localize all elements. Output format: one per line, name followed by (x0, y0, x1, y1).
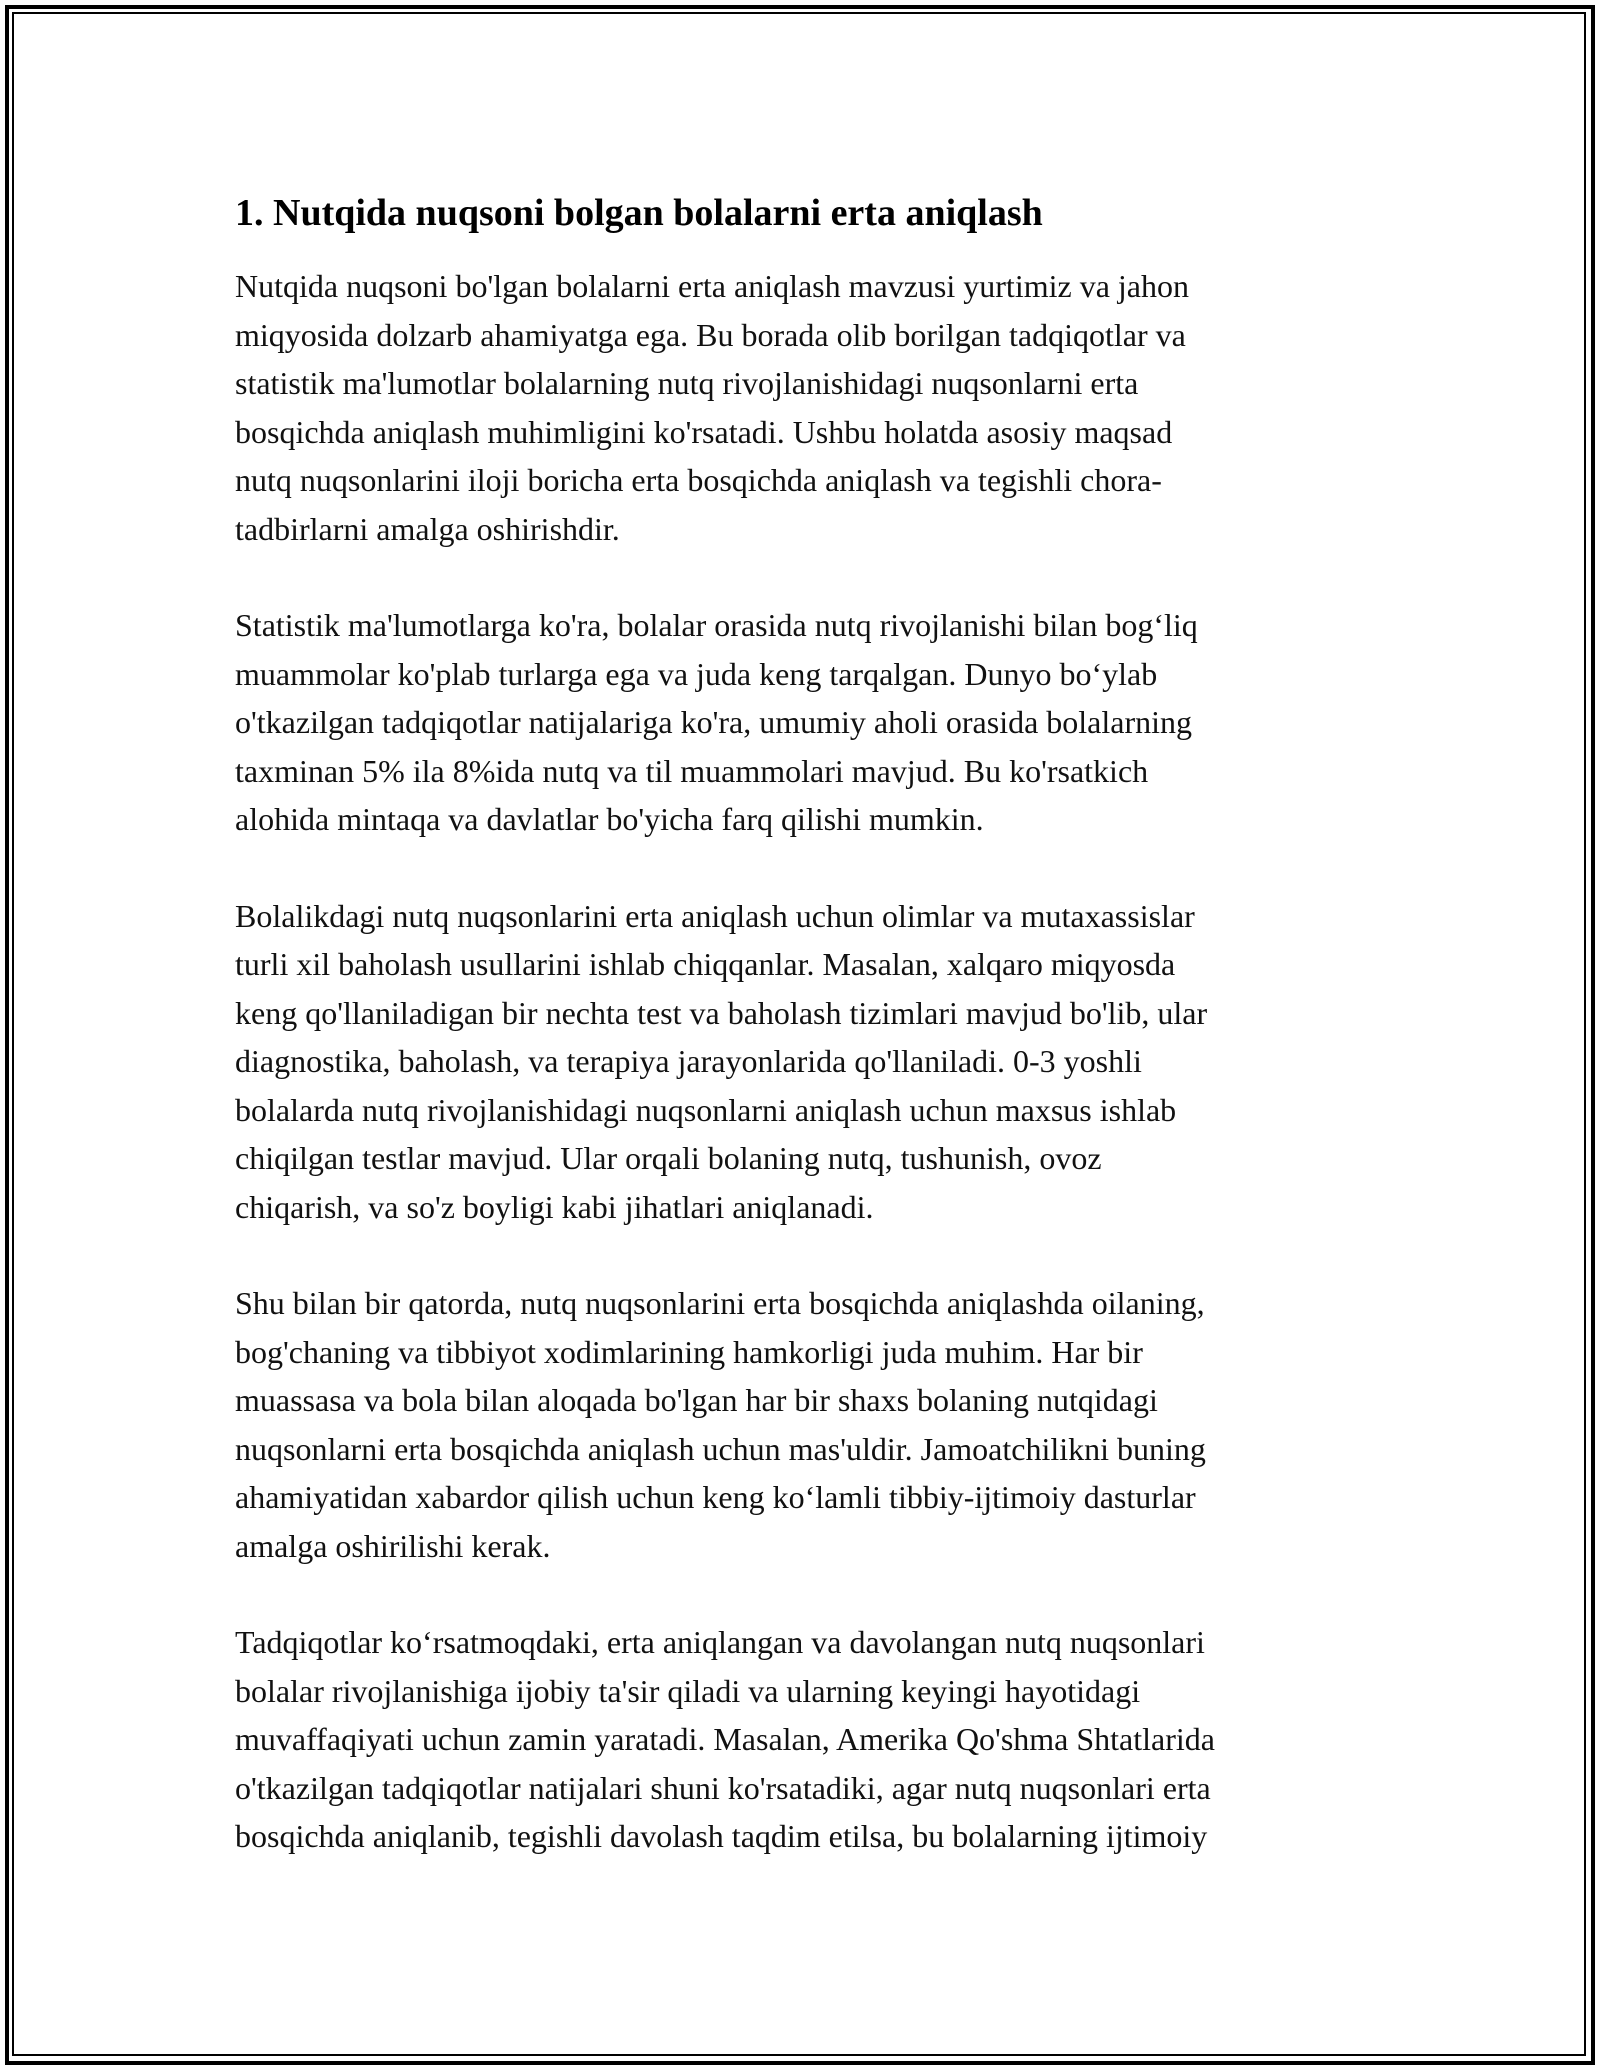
text-line: nuqsonlarni erta bosqichda aniqlash uchun mas'uldir. Jamoatchilikni buning (235, 1430, 1206, 1467)
text-line: o'tkazilgan tadqiqotlar natijalariga ko'ra, umumiy aholi orasida bolalarning (235, 704, 1193, 740)
text-line: ahamiyatidan xabardor qilish uchun keng ko‘lamli tibbiy-ijtimoiy dasturlar (235, 1479, 1196, 1515)
text-line: Tadqiqotlar ko‘rsatmoqdaki, erta aniqlangan va davolangan nutq nuqsonlari (235, 1624, 1205, 1660)
paragraph (235, 1618, 1365, 1861)
text-line: bosqichda aniqlanib, tegishli davolash taqdim etilsa, bu bolalarning ijtimoiy (235, 1818, 1208, 1854)
text-line: amalga oshirilishi kerak. (235, 1527, 551, 1564)
text-line: statistik ma'lumotlar bolalarning nutq rivojlanishidagi nuqsonlarni erta (235, 365, 1139, 401)
document-body (235, 187, 1365, 1909)
text-line: diagnostika, baholash, va terapiya jarayonlarida qo'llaniladi. 0-3 yoshli (235, 1043, 1142, 1079)
paragraph (235, 892, 1365, 1232)
paragraph (235, 1279, 1365, 1570)
text-line: bolalar rivojlanishiga ijobiy ta'sir qiladi va ularning keyingi hayotidagi (235, 1672, 1141, 1709)
text-line: chiqilgan testlar mavjud. Ular orqali bolaning nutq, tushunish, ovoz (235, 1140, 1102, 1176)
paragraph (235, 601, 1365, 844)
text-line: Nutqida nuqsoni bo'lgan bolalarni erta aniqlash mavzusi yurtimiz va jahon (235, 268, 1189, 304)
paragraph-list (235, 262, 1365, 1861)
text-line: keng qo'llaniladigan bir nechta test va baholash tizimlari mavjud bo'lib, ular (235, 994, 1208, 1031)
text-line: turli xil baholash usullarini ishlab chiqqanlar. Masalan, xalqaro miqyosda (235, 946, 1176, 982)
text-line: bolalarda nutq rivojlanishidagi nuqsonlarni aniqlash uchun maxsus ishlab (235, 1091, 1177, 1128)
text-line: taxminan 5% ila 8%ida nutq va til muammolari mavjud. Bu ko'rsatkich (235, 752, 1149, 789)
text-line: Statistik ma'lumotlarga ko'ra, bolalar orasida nutq rivojlanishi bilan bog‘liq (235, 607, 1198, 643)
text-line: Bolalikdagi nutq nuqsonlarini erta aniqlash uchun olimlar va mutaxassislar (235, 897, 1195, 934)
section-heading: 1. Nutqida nuqsoni bolgan bolalarni erta aniqlash (235, 192, 1043, 234)
text-line: bosqichda aniqlash muhimligini ko'rsatadi. Ushbu holatda asosiy maqsad (235, 413, 1173, 450)
text-line: miqyosida dolzarb ahamiyatga ega. Bu borada olib borilgan tadqiqotlar va (235, 316, 1186, 353)
text-line: muammolar ko'plab turlarga ega va juda keng tarqalgan. Dunyo bo‘ylab (235, 655, 1158, 692)
text-line: bog'chaning va tibbiyot xodimlarining hamkorligi juda muhim. Har bir (235, 1333, 1143, 1370)
text-line: alohida mintaqa va davlatlar bo'yicha farq qilishi mumkin. (235, 801, 984, 837)
text-line: chiqarish, va so'z boyligi kabi jihatlari aniqlanadi. (235, 1188, 874, 1225)
text-line: nutq nuqsonlarini iloji boricha erta bosqichda aniqlash va tegishli chora- (235, 462, 1162, 498)
text-line: o'tkazilgan tadqiqotlar natijalari shuni ko'rsatadiki, agar nutq nuqsonlari erta (235, 1769, 1211, 1806)
text-line: muassasa va bola bilan aloqada bo'lgan har bir shaxs bolaning nutqidagi (235, 1382, 1158, 1418)
text-line: muvaffaqiyati uchun zamin yaratadi. Masalan, Amerika Qo'shma Shtatlarida (235, 1721, 1215, 1757)
text-line: Shu bilan bir qatorda, nutq nuqsonlarini erta bosqichda aniqlashda oilaning, (235, 1285, 1205, 1321)
paragraph (235, 262, 1365, 553)
text-line: tadbirlarni amalga oshirishdir. (235, 510, 620, 547)
